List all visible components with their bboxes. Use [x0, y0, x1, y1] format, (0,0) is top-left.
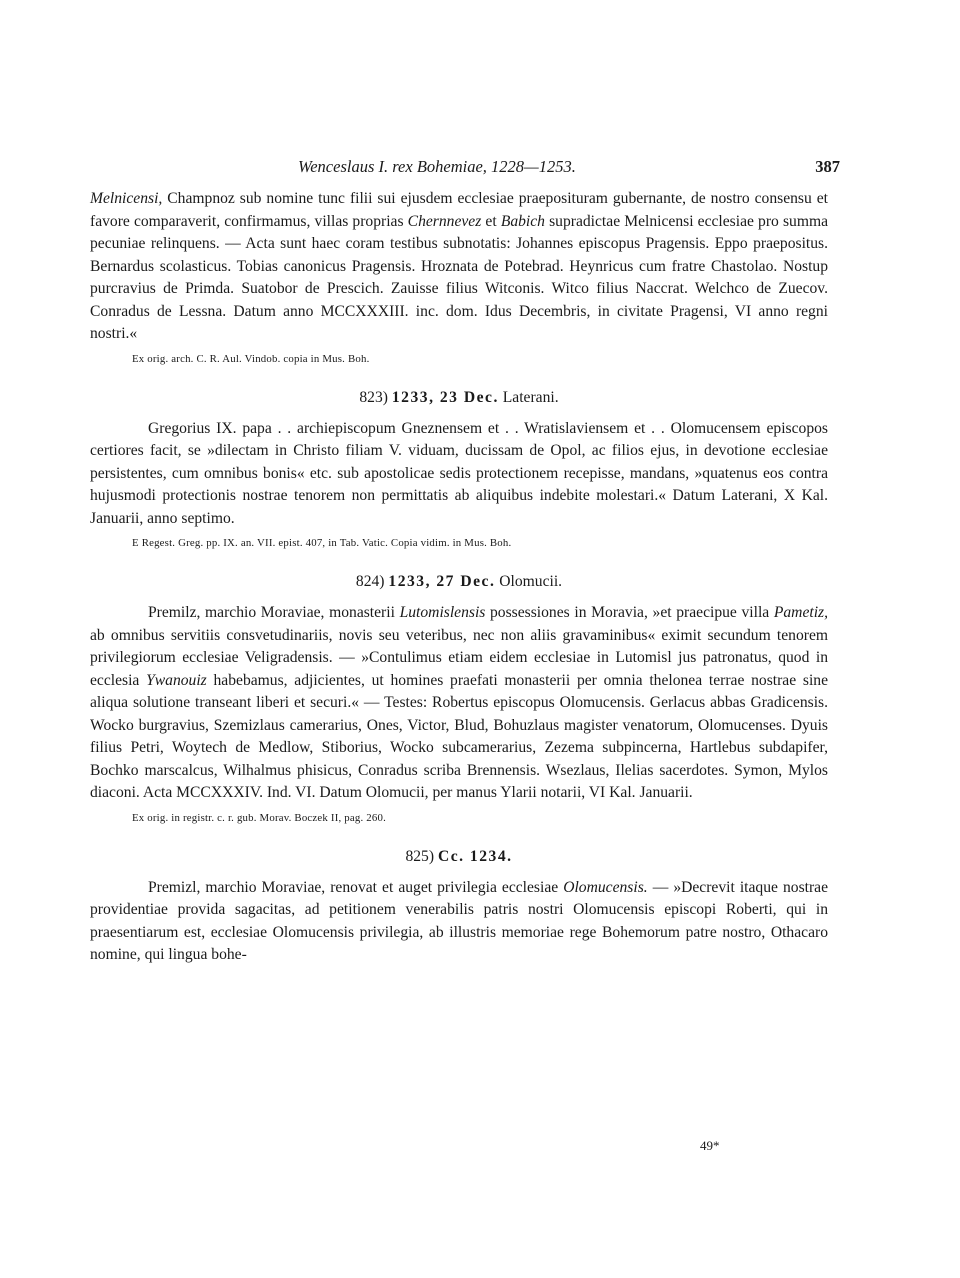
page-body — [90, 188, 828, 967]
doc-824-part-1: Premilz, marchio Moraviae, monasterii — [148, 604, 400, 621]
doc-822-text — [90, 188, 828, 346]
doc-823-place: Laterani. — [502, 388, 559, 406]
doc-824-italic-3: Ywanouiz — [146, 671, 207, 689]
doc-824-part-2: possessiones in Moravia, »et praecipue villa — [485, 604, 774, 621]
doc-823-number: 823) — [359, 388, 388, 406]
doc-822-part-3: supradictae Melnicensi ecclesiae pro summa pecuniae relinquens. — Acta sunt haec coram testibus subnotatis: Johannes episcopus Pragensis. Eppo praepositus. Bernardus scolasticus. Tobias canonicus Pragensis. Hroznata de Potebrad. Heynricus cum fratre Chastolao. Nostup purcravius de Primda. Suatobor de Prescich. Zauisse filius Witconis. Witco filius Naccrat. Welchco de Zuecov. Conradus de Lessna. Datum anno MCCXXXIII. inc. dom. Idus Decembris, in civitate Pragensi, VI anno regni nostri.« — [90, 212, 828, 342]
header-title: Wenceslaus I. rex Bohemiae, 1228—1253. — [298, 157, 576, 176]
doc-824-source: Ex orig. in registr. c. r. gub. Morav. Boczek II, pag. 260. — [132, 811, 386, 824]
doc-824-part-4: habebamus, adjicientes, ut homines praefati monasterii per omnia thelonea terrae nostrae sine aliqua solutione transeant liberi et securi.« — Testes: Robertus episcopus Olomucensis. Gerlacus abbas Gradicensis. Wocko burgravius, Szemizlaus camerarius, Ones, Victor, Blud, Bohuzlaus magister venatorum, Olomucenses. Dyuis filius Petri, Woytech de Medlow, Stiborius, Wocko subcamerarius, Zezema subpincerna, Hartlebus subdapifer, Bochko marscalcus, Wilhalmus phisicus, Conradus scriba Brennensis. Wsezlaus, Ilelias sacerdotes. Symon, Mylos diaconi. Acta MCCXXXIV. Ind. VI. Datum Olomucii, per manus Ylarii notarii, VI Kal. Januarii. — [90, 671, 828, 801]
doc-825-italic-1: Olomucensis. — [563, 878, 648, 896]
doc-824-place: Olomucii. — [499, 573, 563, 590]
doc-823-source: E Regest. Greg. pp. IX. an. VII. epist. 407, in Tab. Vatic. Copia vidim. in Mus. Boh. — [132, 537, 512, 549]
doc-824-italic-1: Lutomislensis — [399, 604, 486, 621]
doc-824-text — [90, 602, 828, 805]
doc-824-part-3: ab omnibus servitiis consvetudinariis, novis seu veteribus, nec non aliis gravaminibus« eximit secundum tenorem privilegiorum ecclesiae Veligradensis. — »Contulimus etiam eidem ecclesiae in Lutomisl jus patronatus, quod in ecclesia — [90, 626, 828, 689]
doc-823-heading — [90, 386, 828, 410]
doc-824-number: 824) — [355, 573, 385, 590]
doc-825-part-2: — »Decrevit itaque nostrae providentiae provida sagacitas, ad petitionem venerabilis patris nostri Olomucensis episcopi Roberti, qui in praesentiarum est, ecclesiae Olomucensis privilegia, ab illustris memoriae rege Bohemorum patre nostro, Othacaro nomine, qui lingua bohe- — [90, 878, 829, 963]
running-header — [80, 157, 840, 179]
doc-822-source: Ex orig. arch. C. R. Aul. Vindob. copia in Mus. Boh. — [132, 352, 370, 365]
doc-822-italic-3: Babich — [500, 212, 545, 230]
doc-822-part-1: Champnoz sub nomine tunc filii sui ejusdem ecclesiae praeposituram gubernante, de nostro consensu et favore comparaverit, confirmamus, villas proprias — [90, 190, 828, 230]
doc-822-part-2: et — [481, 212, 501, 230]
doc-822-italic-2: Chernnevez — [407, 212, 482, 230]
doc-825-text — [90, 877, 828, 967]
doc-824-date: 1233, 27 Dec. — [388, 573, 496, 590]
doc-823-text: Gregorius IX. papa . . archiepiscopum Gneznensem et . . Wratislaviensem et . . Olomucensem episcopos certiores facit, se »dilectam in Christo filiam V. viduam, ducissam de Opol, ac filios ejus, in devotione ecclesiae persistentes, cum omnibus bonis« etc. sub apostolicae sedis protectionem recepisse, mandans, »quatenus eos contra hujusmodi protectionis nostrae tenorem non permittatis ab aliquibus indebite molestari.« Datum Laterani, X Kal. Januarii, anno septimo. — [90, 419, 828, 527]
printer-signature: 49* — [700, 1138, 720, 1153]
doc-824-heading — [90, 570, 828, 594]
doc-825-date: Cc. 1234. — [437, 847, 513, 865]
doc-825-number: 825) — [405, 847, 435, 865]
page-number: 387 — [815, 157, 840, 176]
doc-825-part-1: Premizl, marchio Moraviae, renovat et auget privilegia ecclesiae — [148, 878, 564, 896]
doc-822-italic-1: Melnicensi, — [90, 190, 163, 207]
doc-825-heading — [90, 845, 828, 869]
doc-823-date: 1233, 23 Dec. — [391, 388, 499, 406]
doc-824-italic-2: Pametiz, — [773, 604, 828, 621]
